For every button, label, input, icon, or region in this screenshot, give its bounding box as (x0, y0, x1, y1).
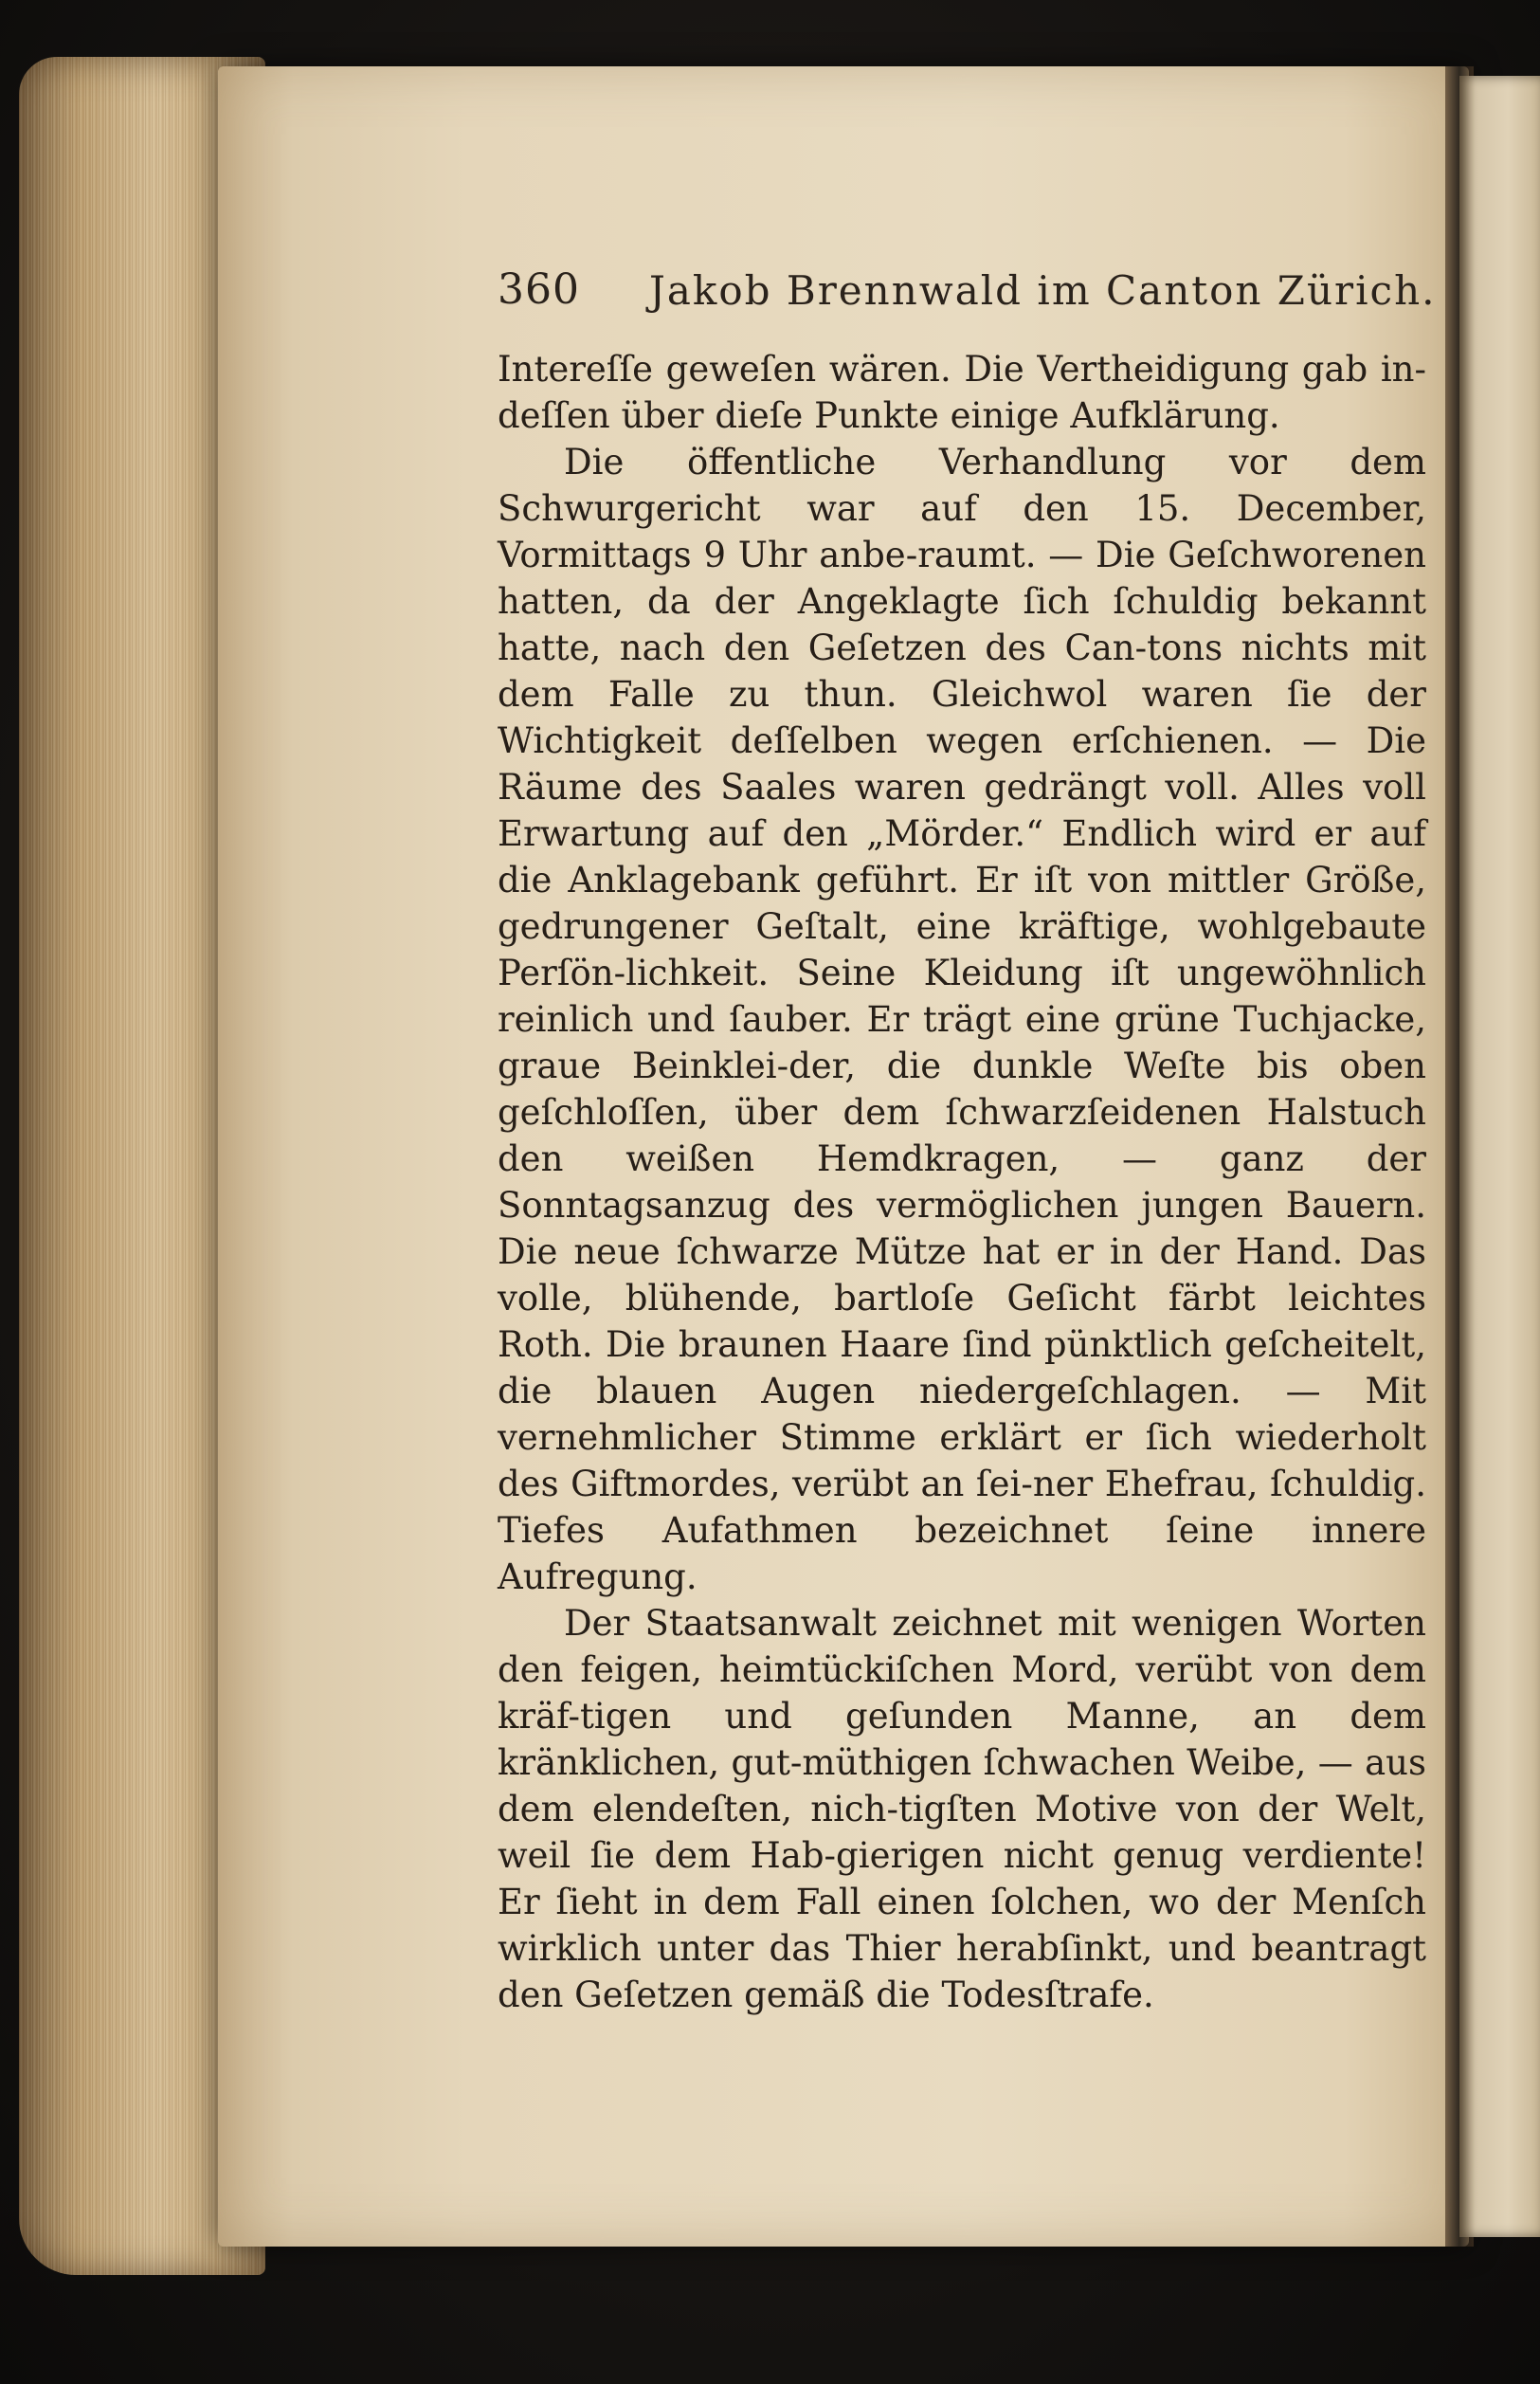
facing-page-edge (1459, 76, 1540, 2237)
paragraph-3: Der Staatsanwalt zeichnet mit wenigen Worten den feigen, heimtückiſchen Mord, verübt von dem kräf-tigen und geſunden Manne, an dem kränklichen, gut-müthigen ſchwachen Weibe, — aus dem elendeſten, nich-tigſten Motive von der Welt, weil ſie dem Hab-gierigen nicht genug verdiente! Er ſieht in dem Fall einen ſolchen, wo der Menſch wirklich unter das Thier herabſinkt, und beantragt den Geſetzen gemäß die Todesſtrafe. (498, 1603, 1426, 2015)
page-body (498, 346, 1426, 2018)
running-head: Jakob Brennwald im Canton Zürich. (649, 267, 1437, 314)
page-header (498, 256, 1445, 332)
page-number: 360 (498, 265, 580, 314)
paragraph-2: Die öffentliche Verhandlung vor dem Schwurgericht war auf den 15. December, Vormittags 9 Uhr anbe-raumt. — Die Geſchworenen hatten, da der Angeklagte ſich ſchuldig bekannt hatte, nach den Geſetzen des Can-tons nichts mit dem Falle zu thun. Gleichwol waren ſie der Wichtigkeit deſſelben wegen erſchienen. — Die Räume des Saales waren gedrängt voll. Alles voll Erwartung auf den „Mörder.“ Endlich wird er auf die Anklagebank geführt. Er iſt von mittler Größe, gedrungener Geſtalt, eine kräftige, wohlgebaute Perſön-lichkeit. Seine Kleidung iſt ungewöhnlich reinlich und ſauber. Er trägt eine grüne Tuchjacke, graue Beinklei-der, die dunkle Weſte bis oben geſchloſſen, über dem ſchwarzſeidenen Halstuch den weißen Hemdkragen, — ganz der Sonntagsanzug des vermöglichen jungen Bauern. Die neue ſchwarze Mütze hat er in der Hand. Das volle, blühende, bartloſe Geſicht färbt leichtes Roth. Die braunen Haare ſind pünktlich geſcheitelt, die blauen Augen niedergeſchlagen. — Mit vernehmlicher Stimme erklärt er ſich wiederholt des Giftmordes, verübt an ſei-ner Ehefrau, ſchuldig. Tiefes Aufathmen bezeichnet ſeine innere Aufregung. (498, 442, 1426, 1597)
paragraph-1: Intereſſe geweſen wären. Die Vertheidigung gab in-deſſen über dieſe Punkte einige Aufklärung. (498, 349, 1426, 436)
